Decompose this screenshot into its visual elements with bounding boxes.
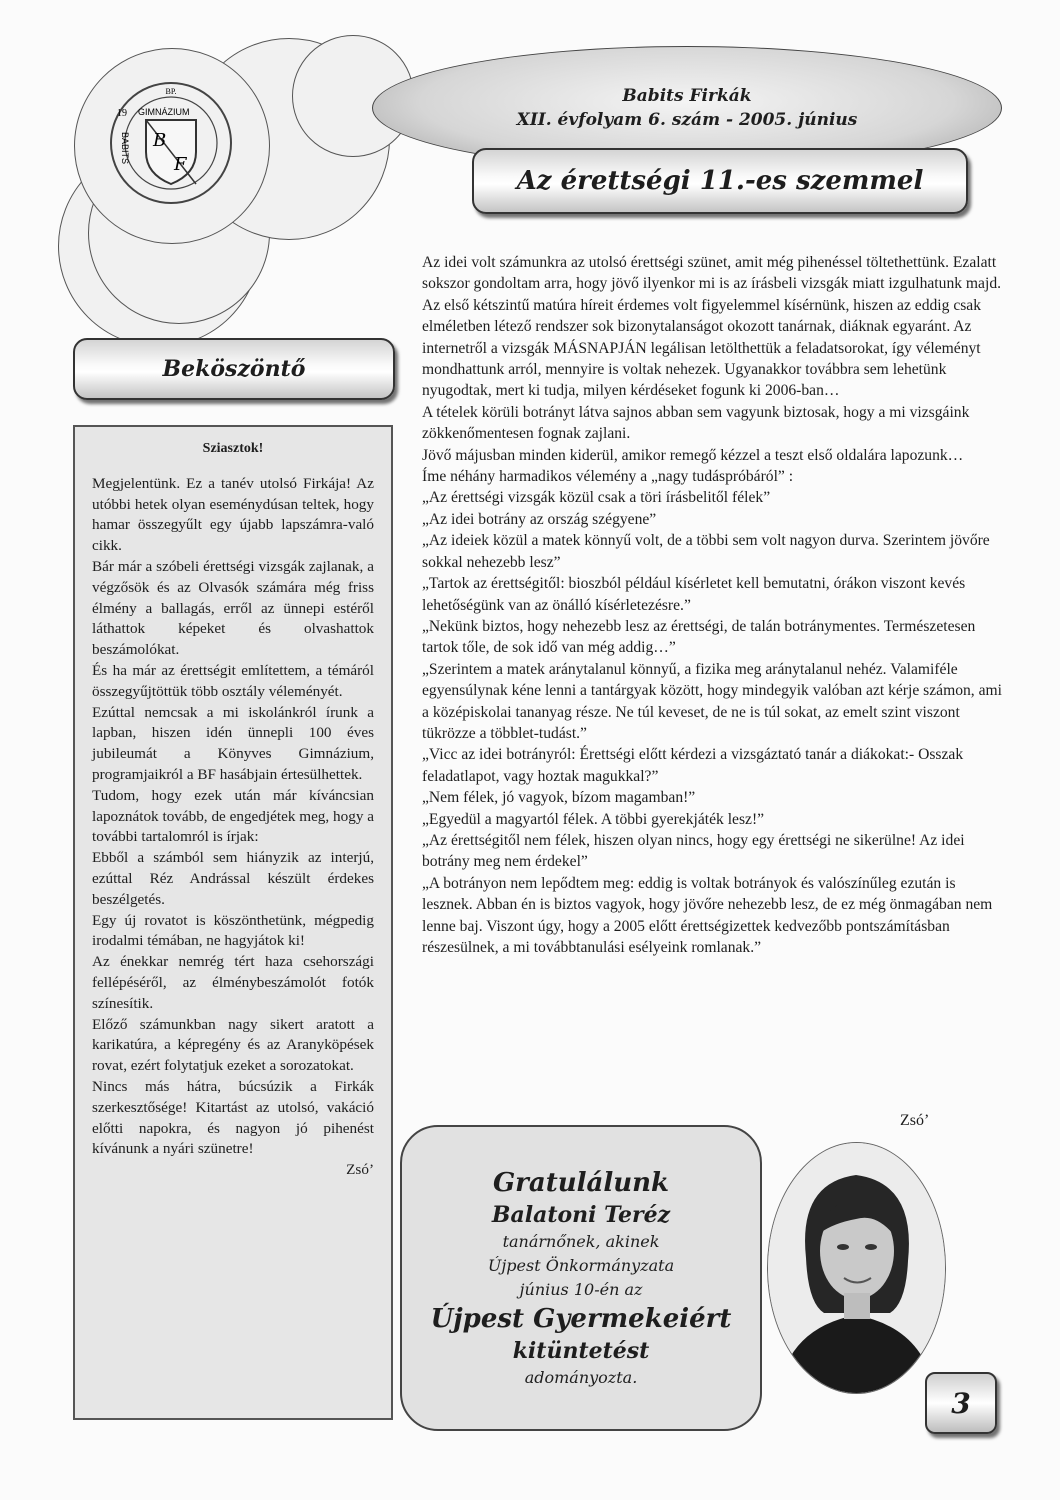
- logo-school-text: GIMNÁZIUM: [138, 107, 190, 117]
- article-signature: Zsó’: [900, 1112, 930, 1129]
- logo-name-text: BABITS: [120, 132, 130, 165]
- magazine-name: Babits Firkák: [622, 86, 752, 106]
- article-quote: „Tartok az érettségitől: bioszból például kísérletet kell bemutatni, órákon viszont kevés lehetőségünk van az önálló kísérletezésre.”: [422, 575, 966, 614]
- portrait-photo: [767, 1142, 946, 1394]
- article-paragraph: A tételek körüli botrányt látva sajnos abban sem vagyunk biztosak, hogy a mi vizsgáink zökkenőmentesen fognak zajlani.: [422, 403, 970, 443]
- logo-number: 19: [117, 108, 127, 119]
- article-quote: „Nem félek, jó vagyok, bízom magamban!”: [422, 789, 696, 807]
- logo-top-text: BP.: [165, 87, 177, 96]
- article-quote: „Az idei botrány az ország szégyene”: [422, 510, 657, 528]
- article-paragraph: Íme néhány harmadikos vélemény a „nagy tudáspróbáról” :: [422, 468, 794, 486]
- greeting-paragraph: Ezúttal nemcsak a mi iskolánkról írunk a lapban, hiszen idén ünnepli 100 éves jubileumát a Könyves Gimnázium, programjaikról a BF hasábjain értesülhettek.: [92, 703, 374, 783]
- article-quote: „Az érettségi vizsgák közül csak a töri írásbelitől félek”: [422, 489, 771, 507]
- congrats-text: június 10-én az: [519, 1280, 643, 1299]
- greeting-paragraph: Az énekkar nemrég tért haza csehországi fellépéséről, az élménybeszámolót fotók színesítik.: [92, 953, 374, 1012]
- article-quote: „Egyedül a magyartól félek. A többi gyerekjáték lesz!”: [422, 810, 765, 828]
- article-quote: „Vicc az idei botrányról: Érettségi előtt kérdezi a vizsgáztató tanár a diákokat:- Osszak feladatlapot, vagy hoztak magukkal?”: [422, 746, 964, 785]
- greeting-signature: Zsó’: [346, 1161, 374, 1179]
- article-quote: „Nekünk biztos, hogy nehezebb lesz az érettségi, de talán botránymentes. Természetesen tartok tőle, de sok idő van még addig…”: [422, 617, 976, 657]
- congratulations-box: [400, 1125, 762, 1431]
- portrait-image: [768, 1143, 945, 1393]
- article-quote: „A botrányon nem lepődtem meg: eddig is voltak botrányok és valószínűleg ezután is lesznek. Abban én is biztos vagyok, hogy jövőre nehezebb lesz, de ez még önmagában nem lenne baj. Viszont úgy, hogy a 2005 előtt érettségizettek kedvezőbb pontszámításban részesülnek, a mi továbbtanulási esélyeink romlanak.”: [422, 874, 993, 956]
- school-logo: [108, 80, 234, 206]
- logo-letter-b: B: [153, 130, 167, 151]
- greeting-paragraph: Egy új rovatot is köszönthetünk, mégpedig irodalmi témában, ne hagyjátok ki!: [92, 911, 374, 950]
- article-body: [422, 252, 1002, 958]
- greeting-paragraph: Megjelentünk. Ez a tanév utolsó Firkája! Az utóbbi hetek olyan eseménydúsan teltek, hogy hamar összegyűlt egy újabb lapszámra-való cikk.: [92, 474, 374, 555]
- congrats-text: Újpest Önkormányzata: [487, 1256, 675, 1275]
- greeting-salutation: Sziasztok!: [202, 441, 264, 456]
- greeting-box: [73, 425, 393, 1420]
- greeting-paragraph: Bár már a szóbeli érettségi vizsgák zajlanak, a végzősök és az Olvasók számára még friss élmény a ballagás, erről az ünnepi estéről láthattok képeket és olvashattok beszámolókat.: [92, 557, 374, 659]
- article-paragraph: Az idei volt számunkra az utolsó érettségi szünet, amit még pihenéssel töltethettünk. Ezalatt sokszor gondoltam arra, hogy jövő ilyenkor mi is az írásbeli vizsgák miatt izgulhatunk majd. Az első kétszintű matúra híreit érdemes volt figyelemmel kísérnünk, hiszen az eddig csak elméletben létező rendszer sok bizonytalanságot okozott tanárnak, diáknak egyaránt. Az internetről a vizsgák MÁSNAPJÁN legálisan letölthettük a feladatsorokat, így véleményt mondhattunk arról, mennyire is voltak nehezek. Ugyanakkor továbbra sem lehetünk nyugodtak, mert ki tudja, milyen kérdéseket fogunk ki 2006-ban…: [422, 254, 1002, 400]
- greeting-paragraph: Nincs más hátra, búcsúzik a Firkák szerkesztősége! Kitartást az utolsó, vakáció előtti napokra, és nagyon jó pihenést kívánunk a nyári szünetre!: [92, 1077, 374, 1158]
- congrats-text: tanárnőnek, akinek: [502, 1232, 660, 1251]
- greeting-paragraph: És ha már az érettségit említettem, a témáról összegyűjtöttük több osztály véleményét.: [92, 661, 374, 700]
- greeting-paragraph: Előző számunkban nagy sikert aratott a karikatúra, a képregény és az Aranyköpések rovat, ezért folytatjuk ezeket a sorozatokat.: [92, 1015, 374, 1075]
- congrats-award-word: kitüntetést: [512, 1338, 650, 1364]
- greeting-title: Beköszöntő: [73, 338, 395, 400]
- page-number: 3: [925, 1372, 997, 1434]
- greeting-paragraph: Tudom, hogy ezek után már kíváncsian lapoznátok tovább, de engedjétek meg, hogy a további tartalomról is írjak:: [92, 786, 374, 846]
- congrats-award: Újpest Gyermekeiért: [430, 1304, 732, 1334]
- logo-letter-f: F: [174, 154, 187, 175]
- article-quote: „Az érettségitől nem félek, hiszen olyan nincs, hogy egy érettségi ne sikerülne! Az idei botrány meg nem érdekel”: [422, 831, 965, 871]
- article-title: Az érettségi 11.-es szemmel: [472, 148, 968, 214]
- congrats-text: adományozta.: [524, 1368, 638, 1387]
- congrats-honoree: Balatoni Teréz: [491, 1202, 671, 1228]
- article-paragraph: Jövő májusban minden kiderül, amikor remegő kézzel a teszt első oldalára lapozunk…: [422, 446, 964, 464]
- greeting-paragraph: Ebből a számból sem hiányzik az interjú, ezúttal Réz Andrással készült érdekes beszélgetés.: [92, 849, 374, 908]
- issue-line: XII. évfolyam 6. szám - 2005. június: [516, 110, 858, 130]
- article-quote: „Szerintem a matek aránytalanul könnyű, a fizika meg aránytalanul nehéz. Valamiféle egyensúlynak kéne lenni a tantárgyak között, hogy mindegyik valóban azt kérje számon, ami a középiskolai tananyag része. Ne túl keveset, de ne is túl sokat, az emelt szint viszont tükrözze a többlet-tudást.”: [422, 660, 1002, 742]
- congrats-heading: Gratulálunk: [492, 1168, 670, 1198]
- article-quote: „Az ideiek közül a matek könnyű volt, de a többi sem volt nagyon durva. Szerintem jövőre sokkal nehezebb lesz”: [422, 532, 990, 571]
